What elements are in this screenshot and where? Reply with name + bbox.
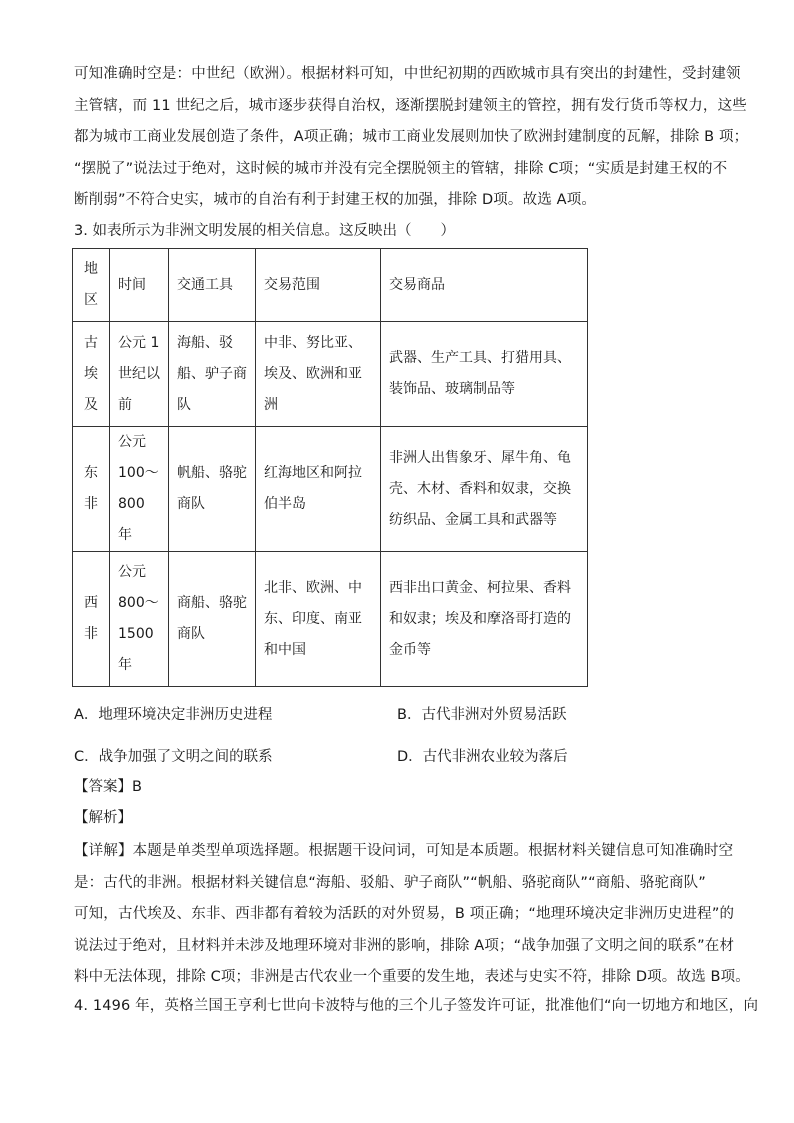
cell-goods: 武器、生产工具、打猎用具、装饰品、玻璃制品等 (381, 322, 588, 427)
text-line: 主管辖，而 11 世纪之后，城市逐步获得自治权，逐渐摆脱封建领主的管控，拥有发行货币等权力，这些 (74, 97, 747, 114)
text-line: 可知准确时空是：中世纪（欧洲）。根据材料可知，中世纪初期的西欧城市具有突出的封建性，受封建领 (74, 66, 741, 82)
answer-line (74, 776, 142, 798)
cell-tools: 海船、驳船、驴子商队 (169, 322, 256, 427)
header-time: 时间 (110, 249, 169, 322)
text-line: 断削弱”不符合史实，城市的自治有利于封建王权的加强，排除 D项。故选 A项。 (74, 192, 597, 208)
question-4-paragraph (74, 991, 759, 1023)
answer-tag: 【答案】 (74, 779, 132, 795)
analysis-tag: 【解析】 (74, 810, 132, 826)
text-line: 是：古代的非洲。根据材料关键信息“海船、驳船、驴子商队”“帆船、骆驼商队”“商船、骆驼商队” (74, 874, 706, 891)
header-goods: 交易商品 (381, 249, 588, 322)
text-line: 可知，古代埃及、东非、西非都有着较为活跃的对外贸易，B 项正确；“地理环境决定非洲历史进程”的 (74, 906, 735, 922)
cell-region: 古埃及 (73, 322, 110, 427)
cell-region: 东非 (73, 427, 110, 552)
header-tools: 交通工具 (169, 249, 256, 322)
cell-range: 中非、努比亚、埃及、欧洲和亚洲 (256, 322, 381, 427)
option-a: A．地理环境决定非洲历史进程 (74, 707, 273, 723)
cell-range: 北非、欧洲、中东、印度、南亚和中国 (256, 552, 381, 687)
table-row (73, 427, 588, 552)
table-row (73, 322, 588, 427)
cell-region: 西非 (73, 552, 110, 687)
cell-time: 公元 1 世纪以前 (110, 322, 169, 427)
header-region: 地区 (73, 249, 110, 322)
option-c: C．战争加强了文明之间的联系 (74, 749, 273, 765)
cell-range: 红海地区和阿拉伯半岛 (256, 427, 381, 552)
text-line: “摆脱了”说法过于绝对，这时候的城市并没有完全摆脱领主的管辖，排除 C项；“实质是封建王权的不 (74, 160, 728, 177)
cell-tools: 商船、骆驼商队 (169, 552, 256, 687)
option-d: D．古代非洲农业较为落后 (397, 749, 568, 765)
cell-time: 公元 800～1500 年 (110, 552, 169, 687)
cell-tools: 帆船、骆驼商队 (169, 427, 256, 552)
option-b: B．古代非洲对外贸易活跃 (397, 707, 567, 723)
cell-time: 公元 100～800 年 (110, 427, 169, 552)
cell-goods: 西非出口黄金、柯拉果、香料和奴隶；埃及和摩洛哥打造的金币等 (381, 552, 588, 687)
text-line: 4. 1496 年，英格兰国王亨利七世向卡波特与他的三个儿子签发许可证，批准他们“向一切地方和地区，向 (74, 998, 759, 1014)
answer-value: B (132, 779, 142, 795)
detail-explanation-paragraph (74, 836, 750, 994)
africa-civilization-table (72, 248, 588, 687)
text-line: 说法过于绝对，且材料并未涉及地理环境对非洲的影响，排除 A项；“战争加强了文明之间的联系”在材 (74, 937, 735, 954)
text-line: 料中无法体现，排除 C项；非洲是古代农业一个重要的发生地，表述与史实不符，排除 D项。故选 B项。 (74, 969, 750, 985)
question-3-title: 3. 如表所示为非洲文明发展的相关信息。这反映出（ ） (74, 223, 455, 239)
table-row (73, 552, 588, 687)
previous-analysis-paragraph (74, 59, 749, 217)
text-line: 【详解】本题是单类型单项选择题。根据题干设问词，可知是本质题。根据材料关键信息可知准确时空 (74, 843, 734, 859)
cell-goods: 非洲人出售象牙、犀牛角、龟壳、木材、香料和奴隶，交换纺织品、金属工具和武器等 (381, 427, 588, 552)
text-line: 都为城市工商业发展创造了条件，A项正确；城市工商业发展则加快了欧洲封建制度的瓦解，排除 B 项； (74, 129, 749, 145)
table-header-row (73, 249, 588, 322)
header-range: 交易范围 (256, 249, 381, 322)
